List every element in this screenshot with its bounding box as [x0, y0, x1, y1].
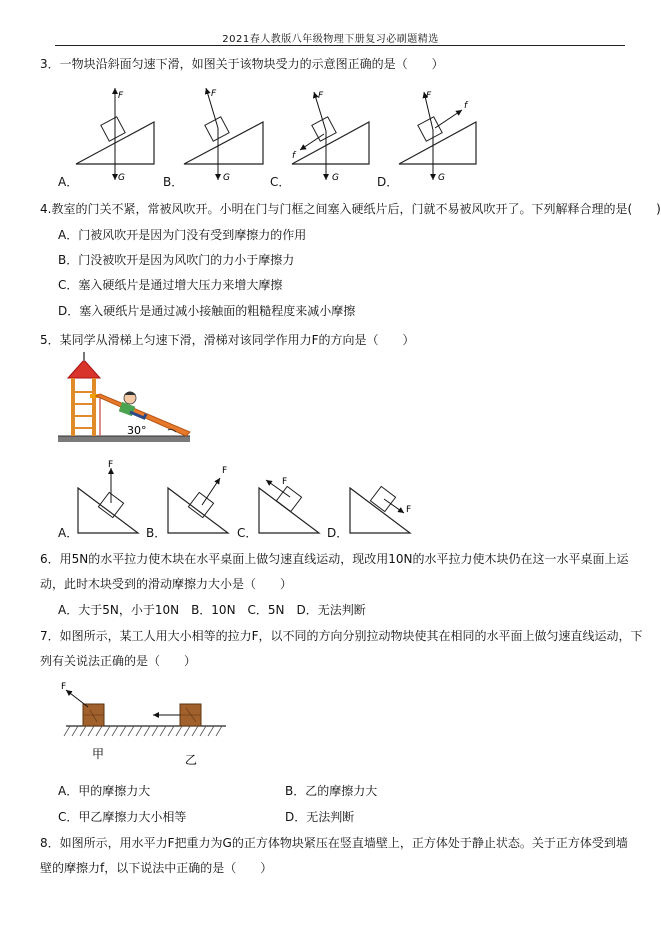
- q7-label-yi: 乙: [185, 753, 198, 767]
- q6-options: A．大于5N，小于10N B．10N C．5N D．无法判断: [58, 603, 366, 617]
- q5-a-F: F: [108, 460, 114, 470]
- q4-option-b: B．门没被吹开是因为风吹门的力小于摩擦力: [58, 253, 295, 267]
- q4-stem: 4.教室的门关不紧，常被风吹开。小明在门与门框之间塞入硬纸片后，门就不易被风吹开了。下列解释合理的是( ): [40, 202, 661, 216]
- q3-a-F: F: [118, 91, 124, 101]
- q5-label-a: A．: [58, 526, 79, 540]
- q5-stem: 5．某同学从滑梯上匀速下滑，滑梯对该同学作用力F的方向是（ ）: [40, 333, 415, 347]
- q3-d-f: f: [464, 101, 468, 111]
- q4-option-c: C．塞入硬纸片是通过增大压力来增大摩擦: [58, 278, 283, 292]
- q6-stem-line1: 6．用5N的水平拉力使木块在水平桌面上做匀速直线运动，现改用10N的水平拉力使木块仍在这一水平桌面上运: [40, 552, 629, 566]
- q3-label-b: B．: [163, 175, 184, 189]
- q3-a-G: G: [118, 173, 125, 183]
- q5-c-F: F: [282, 477, 288, 487]
- page-header: 2021春人教版八年级物理下册复习必刷题精选: [222, 34, 439, 45]
- q7-option-b: B．乙的摩擦力大: [285, 784, 378, 798]
- q3-b-G: G: [223, 173, 230, 183]
- q8-stem-line2: 壁的摩擦力f，以下说法中正确的是（ ）: [40, 861, 273, 875]
- q5-b-F: F: [222, 466, 228, 476]
- q4-option-d: D．塞入硬纸片是通过减小接触面的粗糙程度来减小摩擦: [58, 304, 356, 318]
- q6-stem-line2: 动，此时木块受到的滑动摩擦力大小是（ ）: [40, 577, 293, 591]
- q5-label-b: B．: [146, 526, 167, 540]
- q7-stem-line1: 7．如图所示，某工人用大小相等的拉力F，以不同的方向分别拉动物块使其在相同的水平面上做匀速直线运动，下: [40, 629, 643, 643]
- q3-c-G: G: [332, 173, 339, 183]
- q7-jia-F: F: [61, 682, 67, 692]
- q3-label-c: C．: [270, 175, 291, 189]
- q5-label-d: D．: [327, 526, 349, 540]
- q7-option-a: A．甲的摩擦力大: [58, 784, 151, 798]
- q7-stem-line2: 列有关说法正确的是（ ）: [40, 654, 197, 668]
- q3-label-d: D．: [377, 175, 399, 189]
- q3-d-F: F: [426, 91, 432, 101]
- q4-option-a: A．门被风吹开是因为门没有受到摩擦力的作用: [58, 228, 307, 242]
- q5-angle-label: 30°: [127, 424, 147, 437]
- q7-block-yi: [153, 704, 201, 726]
- q5-label-c: C．: [237, 526, 258, 540]
- q7-label-jia: 甲: [92, 747, 105, 761]
- q7-option-d: D．无法判断: [285, 810, 355, 824]
- q3-c-F: F: [318, 91, 324, 101]
- q3-d-G: G: [438, 173, 445, 183]
- q3-label-a: A．: [58, 175, 79, 189]
- q7-option-c: C．甲乙摩擦力大小相等: [58, 810, 187, 824]
- q3-b-F: F: [211, 89, 217, 99]
- q5-d-F: F: [406, 505, 412, 515]
- q8-stem-line1: 8．如图所示，用水平力F把重力为G的正方体物块紧压在竖直墙壁上，正方体处于静止状态。关于正方体受到墙: [40, 836, 628, 850]
- q3-c-f: f: [292, 151, 296, 161]
- q7-block-jia: [61, 682, 104, 726]
- q3-stem: 3．一物块沿斜面匀速下滑，如图关于该物块受力的示意图正确的是（ ）: [40, 57, 444, 71]
